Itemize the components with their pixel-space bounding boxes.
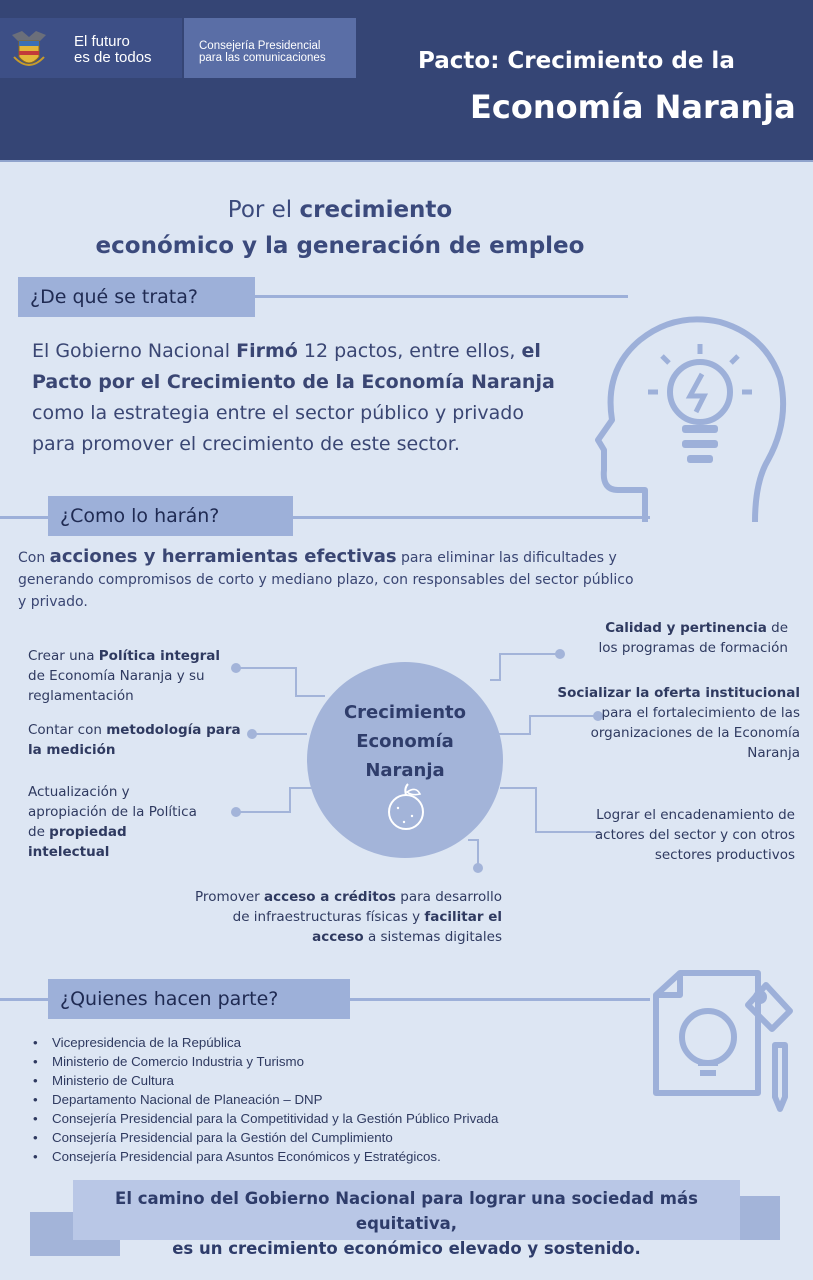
- head-lightbulb-icon: [590, 300, 790, 525]
- orange-icon: [384, 782, 428, 832]
- list-item: • Consejería Presidencial para la Gestión del Cumplimiento: [30, 1128, 650, 1147]
- text-run: Promover: [195, 889, 264, 905]
- text-run: Contar con: [28, 722, 107, 738]
- action-item-linkage: Lograr el encadenamiento de actores del sector y con otros sectores productivos: [594, 807, 795, 863]
- subtitle-part: crecimiento: [299, 197, 453, 223]
- text-run: Actualización y apropiación de la Política de: [28, 784, 197, 840]
- logo-subtext: Consejería Presidencial para las comunicaciones: [199, 40, 326, 64]
- text-run: acceso a créditos: [264, 889, 396, 905]
- section-heading-what: ¿De qué se trata?: [18, 277, 255, 317]
- text-run: de los programas de formación: [598, 620, 788, 656]
- page-title-line1: Pacto: Crecimiento de la: [418, 48, 735, 74]
- header-divider: [0, 160, 813, 162]
- text-run: Firmó: [236, 340, 298, 362]
- section-heading-who: ¿Quienes hacen parte?: [48, 979, 350, 1019]
- action-item-socialize: [540, 683, 800, 763]
- list-item: • Ministerio de Cultura: [30, 1071, 650, 1090]
- section-heading-how: ¿Como lo harán?: [48, 496, 293, 536]
- list-item: • Departamento Nacional de Planeación – DNP: [30, 1090, 650, 1109]
- text-run: para el fortalecimiento de las organizaciones de la Economía Naranja: [590, 705, 800, 761]
- action-item-quality: [588, 618, 788, 658]
- list-item: • Consejería Presidencial para la Competitividad y la Gestión Público Privada: [30, 1109, 650, 1128]
- page-title-line2: Economía Naranja: [470, 88, 796, 126]
- action-item-intellectual-property: [28, 782, 203, 862]
- text-run: facilitar el acceso: [312, 909, 502, 945]
- closing-banner: [73, 1180, 740, 1258]
- section-line: [255, 295, 628, 298]
- subtitle-part: económico y la generación de empleo: [95, 233, 585, 259]
- text-run: acciones y herramientas efectivas: [49, 546, 397, 567]
- text-run: como la estrategia entre el sector público y privado para promover el crecimiento de este sector.: [32, 402, 524, 455]
- text-run: Socializar la oferta institucional: [557, 685, 800, 701]
- banner-line: El camino del Gobierno Nacional para lograr una sociedad más equitativa,: [115, 1189, 698, 1233]
- list-item: • Vicepresidencia de la República: [30, 1033, 650, 1052]
- text-run: a sistemas digitales: [363, 929, 502, 945]
- text-run: Calidad y pertinencia: [605, 620, 767, 636]
- subtitle: [20, 192, 660, 264]
- text-run: para desarrollo de infraestructuras físicas y: [232, 889, 502, 925]
- text-run: Política integral: [98, 648, 221, 664]
- text-run: para eliminar las dificultades y generando compromisos de corto y mediano plazo, con responsables del sector público y privado.: [18, 550, 634, 610]
- text-run: metodología para la medición: [28, 722, 241, 758]
- text-run: Crear una: [28, 648, 99, 664]
- action-item-policy: [28, 646, 238, 706]
- text-run: de Economía Naranja y su reglamentación: [28, 668, 205, 704]
- list-item: • Ministerio de Comercio Industria y Turismo: [30, 1052, 650, 1071]
- subtitle-part: Por el: [227, 197, 300, 223]
- members-list: [30, 1033, 650, 1166]
- list-item: • Consejería Presidencial para Asuntos Económicos y Estratégicos.: [30, 1147, 650, 1166]
- text-run: Con: [18, 550, 50, 566]
- text-run: propiedad intelectual: [28, 824, 127, 860]
- text-run: El Gobierno Nacional: [32, 340, 237, 362]
- logo-text: El futuro es de todos: [74, 33, 152, 66]
- center-label: Crecimiento Economía Naranja: [343, 702, 467, 781]
- document-bulb-icon: [640, 965, 800, 1115]
- action-item-credit: [180, 887, 502, 947]
- coat-of-arms-icon: [8, 27, 50, 73]
- text-run: 12 pactos, entre ellos,: [297, 340, 522, 362]
- section1-paragraph: [32, 336, 562, 460]
- text-run: el Pacto por el Crecimiento de la Economía Naranja: [32, 340, 555, 393]
- banner-line: es un crecimiento económico elevado y sostenido.: [172, 1239, 641, 1258]
- action-item-methodology: [28, 720, 253, 760]
